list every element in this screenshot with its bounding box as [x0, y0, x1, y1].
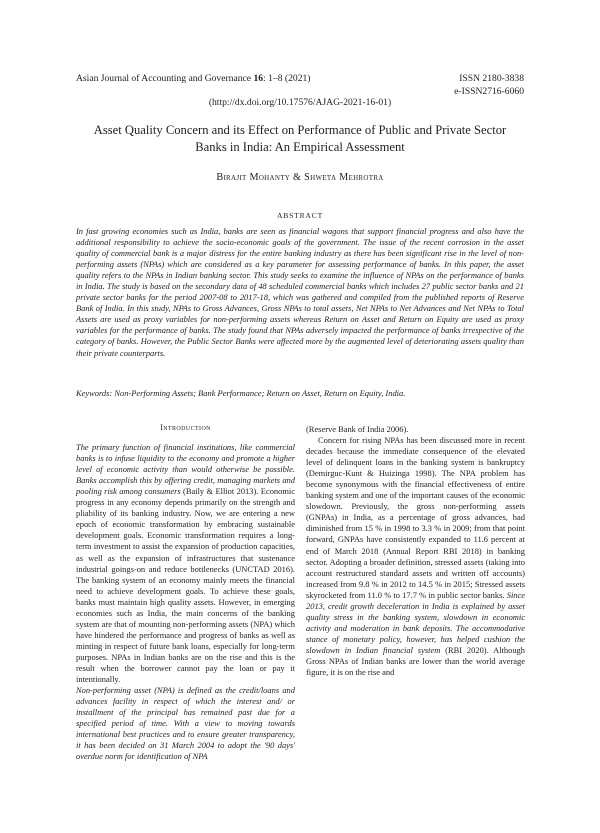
journal-name: Asian Journal of Accounting and Governance — [76, 73, 252, 84]
left-column — [76, 422, 295, 762]
section-heading-introduction: Introduction — [160, 423, 211, 432]
doi-link[interactable]: (http://dx.doi.org/10.17576/AJAG-2021-16-01) — [208, 97, 392, 108]
journal-volume: 16 — [253, 73, 264, 84]
abstract-text: In fast growing economies such as India, banks are seen as financial wagons that support financial progress and also have the additional responsibility to achieve the socio-economic goals of the government. The issue of the recent corrosion in the asset quality of commercial bank is a major distress for the entire banking industry as there has been significant rise in the level of non-performing assets (NPAs) which are considered as a key parameter for assessing performance of banks. In this paper, the asset quality refers to the NPAs in Indian banking sector. This study seeks to examine the influence of NPAs on the performance of banks in India. The study is based on the secondary data of 48 scheduled commercial banks which includes 27 public sector banks and 21 private sector banks for the period 2007-08 to 2017-18, which was gathered and compiled from the published reports of Reserve Bank of India. In this study, NPAs to Gross Advances, Gross NPAs to total assets, Net NPAs to Net Advances and Net NPAs to Total Assets are used as proxy variables for non-performing assets whereas Return on Asset and Return on Equity are used as proxy variables for the performance of banks. The study found that NPAs adversely impacted the performance of banks irrespective of the category of banks. However, the Public Sector Banks were affected more by the augmented level of deteriorating assets quality than their private counterparts. — [76, 226, 524, 358]
intro-paragraph-italic: The primary function of financial institutions, like commercial banks is to infuse liquidity to the economy and promote a higher level of economic activity than would otherwise be possible. Banks accomplish this by offering credit, managing markets and pooling risk among consumers — [76, 442, 295, 497]
issn-block — [454, 72, 524, 98]
journal-citation — [76, 72, 310, 85]
npa-concern-italic: Since 2013, credit growth deceleration in India is explained by asset quality stress in the banking system, slowdown in economic activity and moderation in bank deposits. The accommodative stance of monetary policy, however, has helped cushion the slowdown in Indian financial system — [306, 589, 525, 655]
npa-definition-continued — [306, 424, 525, 435]
author-line — [0, 172, 600, 183]
right-column — [306, 424, 525, 678]
intro-paragraph-text: (Baily & Elliot 2013). Economic progress in any economy depends primarily on the strength and pliability of its banking industry. Now, we are entering a new epoch of economic transformation by embracing sustainable development goals. Economic transformation requires a long-term investment to assist the expansion of production capacities, as well as the expansion of infrastructures that sustenance industrial goings-on and reduce bottlenecks (UNCTAD 2016). The banking system of an economy mainly meets the financial need to achieve development goals. To achieve these goals, banks must maintain high quality assets. However, in emerging economies such as India, the main concerns of the banking system are that of mounting non-performing assets (NPA) which have hindered the performance and progress of banks as well as minting in respect of future bank loans, especially for long-term purposes. NPAs in Indian banks are on the rise and this is the result when the borrower cannot pay the loan or pay it intentionally. — [76, 486, 296, 685]
npa-concern-text: Concern for rising NPAs has been discussed more in recent decades because the immediate consequence of the elevated level of delinquent loans in the banking system is bankruptcy (Demirguc-Kunt & Huizinga 1998). The NPA problem has become synonymous with the financial effectiveness of entire banking system and one of the important causes of the economic slowdown. Previously, the gross non-performing assets (GNPAs) in India, as a percentage of gross advances, had diminished from 15 % in 1998 to 3.3 % in 2009; from that point forward, GNPAs have consistently expanded to 11.6 percent at end of March 2018 (Annual Report RBI 2018) in banking sector. Adopting a broader definition, stressed assets (taking into account restructured standard assets and written off accounts) increased from 9.8 % in 2012 to 14.5 % in 2015; Stressed assets skyrocketed from 11.0 % to 17.7 % in public sector banks. — [306, 435, 525, 600]
keywords: Keywords: Non-Performing Assets; Bank Performance; Return on Asset, Return on Equity, India. — [76, 388, 406, 398]
intro-paragraph — [76, 442, 295, 685]
author-name: Birajit Mohanty — [216, 172, 291, 183]
abstract-heading: ABSTRACT — [276, 211, 324, 220]
npa-definition-paragraph — [76, 685, 295, 762]
journal-pages-year: : 1–8 (2021) — [263, 73, 311, 84]
author-name: Shweta Mehrotra — [304, 172, 384, 183]
npa-concern-text-end: (RBI 2020). Although Gross NPAs of Indian banks are lower than the world average figure, it is on the rise and — [306, 644, 525, 678]
paper-title: Asset Quality Concern and its Effect on Performance of Public and Private Sector Banks in India: An Empirical Assessment — [93, 123, 507, 154]
author-separator: & — [293, 172, 302, 183]
npa-concern-paragraph — [306, 435, 525, 678]
issn: ISSN 2180-3838 — [459, 73, 524, 84]
npa-definition-reference: (Reserve Bank of India 2006). — [306, 424, 409, 434]
npa-definition-italic: Non-performing asset (NPA) is defined as the credit/loans and advances facility in respect of which the interest and/ or installment of the principal has remained past due for a specified period of time. With a view to moving towards international best practices and to ensure greater transparency, it has been decided on 31 March 2004 to adopt the '90 days' overdue norm for identification of NPA — [76, 685, 295, 762]
eissn: e-ISSN2716-6060 — [454, 86, 524, 97]
